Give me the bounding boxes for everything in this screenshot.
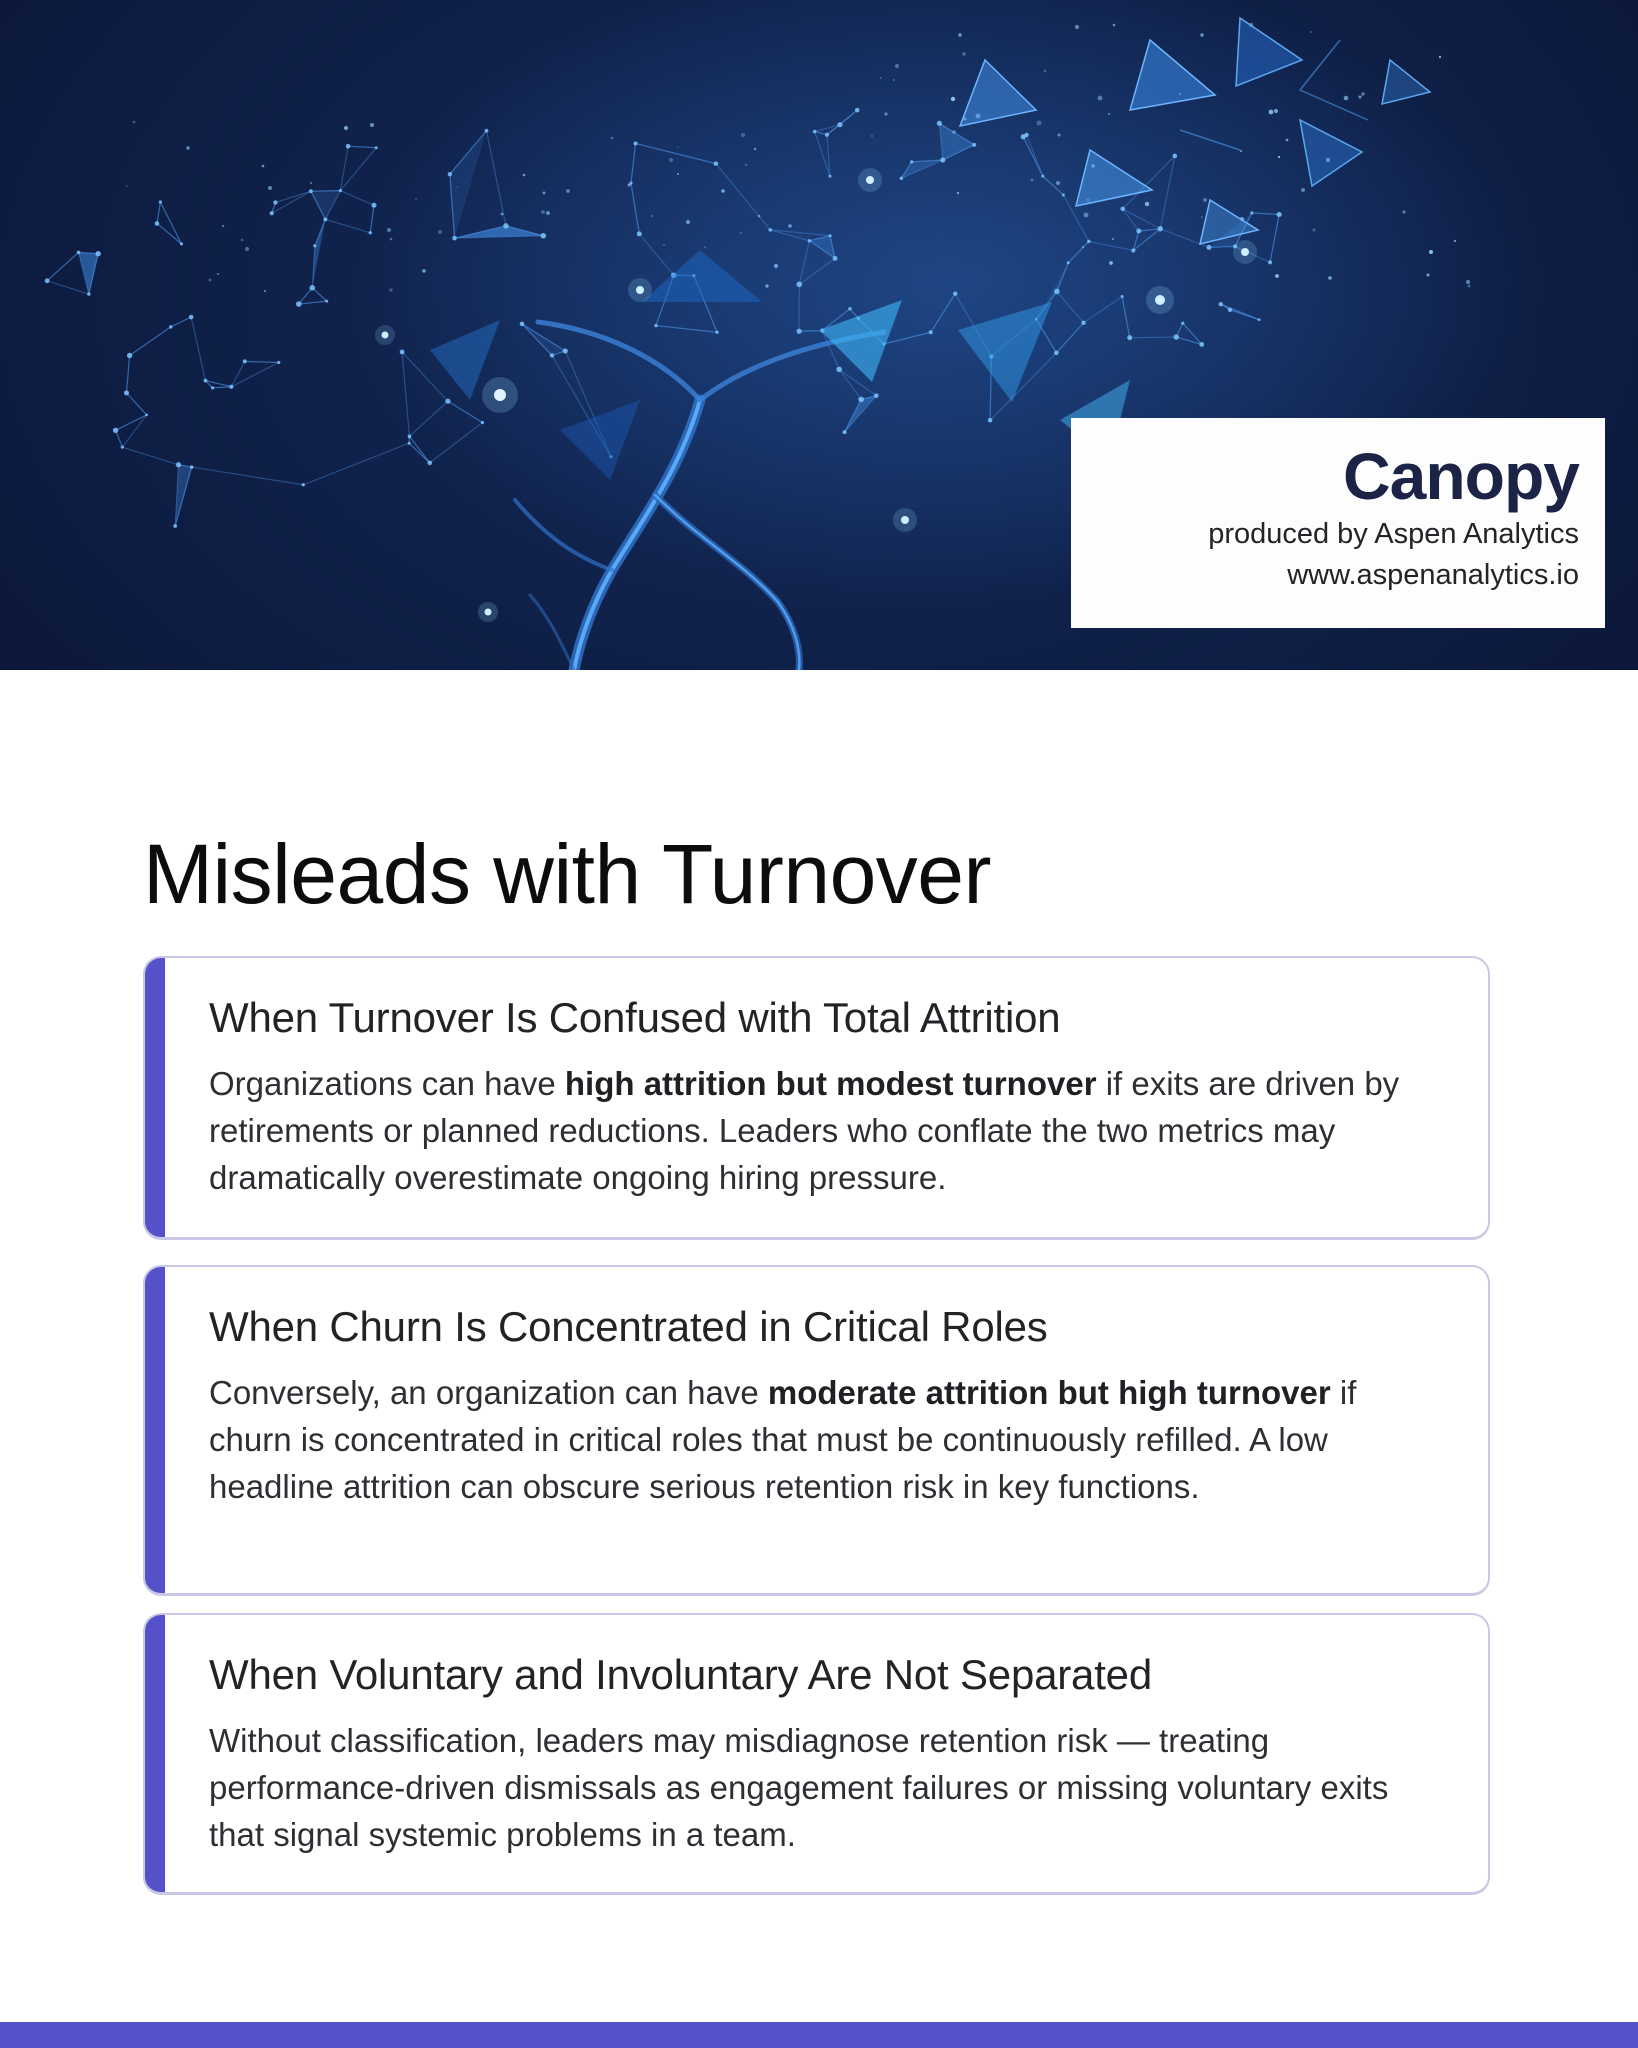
hero-section <box>0 0 1638 670</box>
canopy-highlight-triangles <box>430 250 1130 480</box>
tree-trunk <box>515 322 884 670</box>
card-heading: When Turnover Is Confused with Total Attrition <box>209 994 1061 1041</box>
card-body: Organizations can have high attrition but modest turnover if exits are driven by retirements or planned reductions. Leaders who conflate the two metrics may dramatically overestimate ongoing hiring pressure. <box>209 1065 1400 1196</box>
footer-accent-bar <box>0 2022 1638 2048</box>
card-heading: When Voluntary and Involuntary Are Not Separated <box>209 1651 1152 1698</box>
brand-name: Canopy <box>1342 439 1579 513</box>
brand-producer: produced by Aspen Analytics <box>1208 518 1579 550</box>
card-accent-bar <box>145 1615 165 1892</box>
card-body: Conversely, an organization can have moderate attrition but high turnover if churn is concentrated in critical roles that must be continuously refilled. A low headline attrition can obscure serious retention risk in key functions. <box>209 1374 1357 1505</box>
page-title: Misleads with Turnover <box>143 827 991 921</box>
shatter-triangles <box>960 18 1430 244</box>
card-heading: When Churn Is Concentrated in Critical Roles <box>209 1303 1048 1350</box>
brand-card <box>1071 418 1605 628</box>
card-accent-bar <box>145 958 165 1237</box>
card-accent-bar <box>145 1267 165 1593</box>
card-churn-critical-roles <box>143 1265 1490 1596</box>
brand-website: www.aspenanalytics.io <box>1287 559 1579 591</box>
card-turnover-vs-attrition <box>143 956 1490 1240</box>
card-body: Without classification, leaders may misdiagnose retention risk — treating performance-driven dismissals as engagement failures or missing voluntary exits that signal systemic problems in a team. <box>209 1722 1389 1853</box>
card-voluntary-involuntary <box>143 1613 1490 1895</box>
